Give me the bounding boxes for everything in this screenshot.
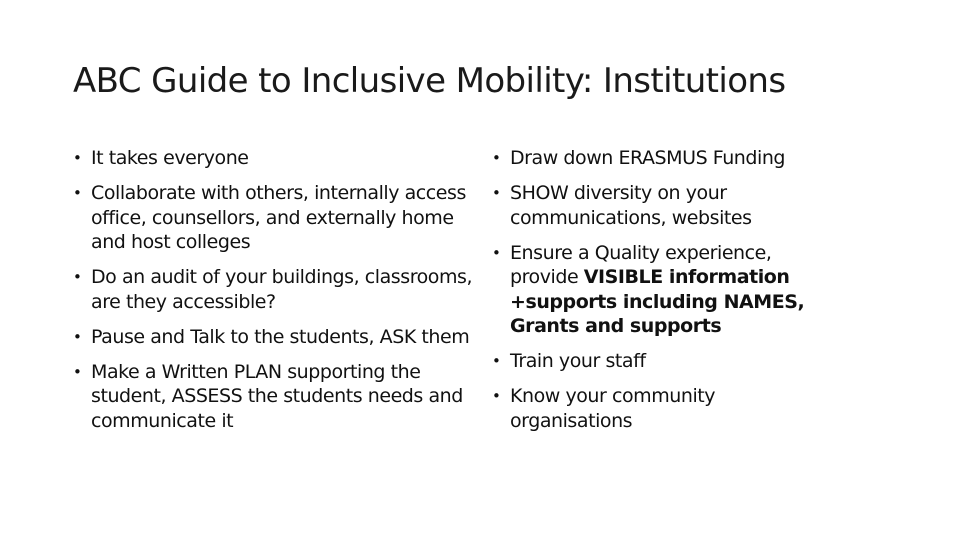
bullet-text: It takes everyone	[91, 147, 249, 169]
bullet-item	[492, 349, 842, 374]
slide-title: ABC Guide to Inclusive Mobility: Institutions	[73, 61, 786, 101]
bullet-icon: •	[492, 149, 501, 167]
bullet-text: Know your community organisations	[510, 385, 716, 432]
bullet-icon: •	[73, 149, 82, 167]
bullet-text: Pause and Talk to the students, ASK them	[91, 325, 470, 348]
bullet-item	[73, 146, 473, 171]
bullet-icon: •	[73, 268, 82, 286]
bullet-icon: •	[73, 184, 82, 202]
bullet-icon: •	[492, 352, 501, 370]
bullet-icon: •	[492, 387, 501, 405]
bullet-text: Draw down ERASMUS Funding	[510, 147, 786, 169]
bullet-item	[492, 181, 842, 230]
left-bullet-list	[73, 146, 473, 444]
bullet-item	[492, 146, 842, 171]
bullet-text: Do an audit of your buildings, classrooms, are they accessible?	[91, 266, 473, 313]
bullet-text: SHOW diversity on your communications, websites	[510, 182, 752, 229]
bullet-icon: •	[492, 243, 501, 262]
bullet-text-bold: VISIBLE information +supports including NAMES, Grants and supports	[510, 266, 805, 337]
bullet-icon: •	[492, 184, 501, 202]
bullet-icon: •	[73, 327, 82, 346]
bullet-text: Train your staff	[510, 350, 646, 372]
bullet-item	[73, 265, 473, 314]
bullet-text: Ensure a Quality experience, provide	[510, 241, 772, 288]
bullet-text: Make a Written PLAN supporting the student, ASSESS the students needs and communicate it	[91, 360, 463, 432]
bullet-item	[73, 360, 473, 434]
bullet-item	[73, 325, 473, 350]
bullet-item	[492, 241, 842, 339]
bullet-icon: •	[73, 362, 82, 381]
bullet-item	[73, 181, 473, 255]
right-bullet-list	[492, 146, 842, 444]
bullet-item	[492, 384, 842, 433]
bullet-text: Collaborate with others, internally access office, counsellors, and externally home and host colleges	[91, 182, 466, 253]
